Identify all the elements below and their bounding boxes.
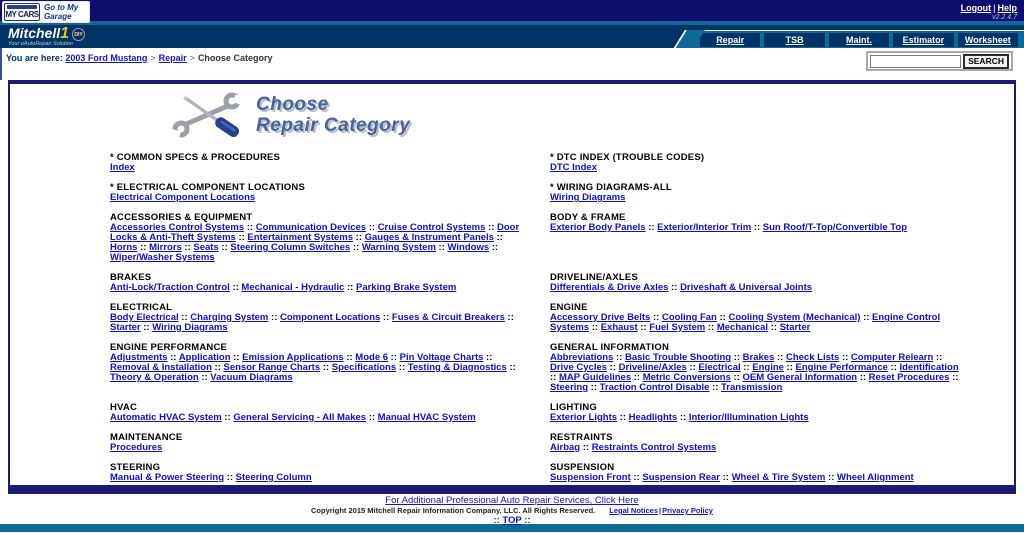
category-links: [110, 353, 524, 383]
category-section: [550, 462, 990, 483]
category-link[interactable]: Basic Trouble Shooting: [624, 352, 732, 363]
category-link[interactable]: Cooling System (Mechanical): [728, 312, 861, 323]
crossed-tools-icon: [172, 92, 244, 145]
link-separator: ::: [589, 322, 601, 333]
category-link[interactable]: Driveshaft & Universal Joints: [680, 282, 813, 293]
category-title: ACCESSORIES & EQUIPMENT: [110, 212, 253, 223]
link-separator: ::: [181, 242, 194, 253]
category-link[interactable]: Restraints Control Systems: [591, 442, 717, 453]
link-separator: ::: [268, 312, 280, 323]
breadcrumb: [6, 53, 272, 63]
link-separator: ::: [218, 242, 231, 253]
category-link[interactable]: Mode 6: [355, 352, 389, 363]
link-separator: ::: [353, 232, 365, 243]
category-section: [550, 152, 990, 173]
category-section: [110, 152, 550, 173]
category-title: * DTC INDEX (TROUBLE CODES): [550, 152, 705, 163]
link-separator: ::: [380, 312, 392, 323]
category-cell: [550, 302, 990, 342]
link-separator: ::: [320, 362, 332, 373]
diy-badge-icon: DIY: [72, 28, 85, 41]
top-bar: [0, 0, 1024, 21]
category-link[interactable]: Adjustments: [110, 352, 168, 363]
link-separator: ::: [244, 222, 256, 233]
link-separator: ::: [637, 322, 650, 333]
link-divider: |: [993, 3, 996, 13]
top-link-suffix: ::: [524, 515, 531, 526]
category-link[interactable]: Electrical Component Locations: [110, 192, 256, 203]
category-links: [110, 223, 524, 263]
additional-services-link[interactable]: For Additional Professional Auto Repair Services, Click Here: [385, 495, 639, 506]
copyright-text: Copyright 2015 Mitchell Repair Information Company, LLC. All Rights Reserved.: [311, 506, 596, 515]
category-title: BODY & FRAME: [550, 212, 626, 223]
category-cell: [550, 402, 990, 432]
link-separator: ::: [719, 472, 732, 483]
page-header: [172, 92, 1014, 144]
category-link[interactable]: Gauges & Instrument Panels: [364, 232, 494, 243]
category-link[interactable]: Specifications: [331, 362, 397, 373]
category-section: [110, 342, 550, 383]
category-title: * ELECTRICAL COMPONENT LOCATIONS: [110, 182, 305, 193]
link-separator: ::: [631, 372, 643, 383]
help-link[interactable]: Help: [997, 3, 1017, 13]
category-link[interactable]: Wheel & Tire System: [731, 472, 826, 483]
link-separator: ::: [768, 322, 780, 333]
category-cell: [110, 272, 550, 302]
link-separator: ::: [949, 372, 959, 383]
footer-link-divider: |: [659, 506, 662, 515]
category-links: [550, 193, 964, 203]
category-cell: [110, 182, 550, 212]
category-link[interactable]: Windows: [447, 242, 490, 253]
category-link[interactable]: Procedures: [110, 442, 163, 453]
category-link[interactable]: Pin Voltage Charts: [399, 352, 484, 363]
category-link[interactable]: Wheel Alignment: [837, 472, 914, 483]
link-separator: ::: [493, 232, 503, 243]
brand-tagline: Your eAutoRepair Solution: [8, 41, 73, 47]
link-separator: ::: [825, 472, 837, 483]
category-section: [110, 492, 550, 494]
tab-worksheet[interactable]: Worksheet: [958, 33, 1018, 47]
category-title: MAINTENANCE: [110, 432, 183, 443]
category-title: ENGINE PERFORMANCE: [110, 342, 228, 353]
category-links: [110, 163, 524, 173]
category-link[interactable]: Suspension Rear: [642, 472, 720, 483]
category-cell: [550, 432, 990, 462]
link-separator: ::: [839, 352, 851, 363]
tab-repair[interactable]: Repair: [700, 33, 760, 47]
my-cars-label: MY CARS: [5, 10, 39, 19]
footer: [0, 495, 1024, 526]
link-separator: ::: [730, 372, 743, 383]
category-link[interactable]: Parking Brake System: [355, 282, 457, 293]
breadcrumb-prefix: You are here:: [6, 53, 63, 63]
category-link[interactable]: Anti-Lock/Traction Control: [110, 282, 230, 293]
category-links: [550, 473, 964, 483]
category-cell: [110, 402, 550, 432]
category-link[interactable]: Emission Applications: [242, 352, 344, 363]
category-section: [110, 302, 550, 333]
category-link[interactable]: Electrical: [698, 362, 741, 373]
category-links: [110, 473, 524, 483]
category-section: [550, 182, 990, 203]
link-separator: ::: [343, 352, 356, 363]
category-links: [110, 413, 524, 423]
link-separator: ::: [588, 382, 600, 393]
link-separator: ::: [504, 312, 514, 323]
link-separator: ::: [887, 362, 900, 373]
link-separator: ::: [709, 382, 722, 393]
privacy-policy-link[interactable]: Privacy Policy: [662, 506, 713, 515]
link-separator: ::: [751, 222, 763, 233]
category-link[interactable]: Index: [110, 162, 135, 173]
category-link[interactable]: Communication Devices: [255, 222, 367, 233]
category-links: [110, 313, 524, 333]
link-separator: ::: [650, 312, 662, 323]
category-section: [110, 182, 550, 203]
link-separator: ::: [686, 362, 699, 373]
link-separator: ::: [350, 242, 362, 253]
category-cell: [110, 492, 550, 494]
category-link[interactable]: Computer Relearn: [850, 352, 934, 363]
category-table: [110, 152, 990, 494]
category-cell: [550, 182, 990, 212]
category-section: [550, 212, 990, 233]
category-title: LIGHTING: [550, 402, 597, 413]
link-separator: ::: [137, 242, 150, 253]
link-separator: ::: [178, 312, 191, 323]
category-link[interactable]: Manual HVAC System: [377, 412, 476, 423]
category-cell: [110, 432, 550, 462]
category-link[interactable]: Mirrors: [149, 242, 182, 253]
category-link[interactable]: Application: [178, 352, 231, 363]
my-cars-garage-button[interactable]: [2, 1, 90, 23]
category-title: BRAKES: [110, 272, 152, 283]
category-link[interactable]: Body Electrical: [110, 312, 179, 323]
category-link[interactable]: Headlights: [628, 412, 678, 423]
category-cell: [550, 212, 990, 272]
category-link[interactable]: Warning System: [361, 242, 436, 253]
category-link[interactable]: Steering Column Switches: [230, 242, 351, 253]
category-link[interactable]: Engine Control Systems: [550, 312, 941, 333]
category-title: DRIVELINE/AXLES: [550, 272, 638, 283]
category-link[interactable]: MAP Guidelines: [558, 372, 632, 383]
category-link[interactable]: Vacuum Diagrams: [210, 372, 293, 383]
category-link[interactable]: Reset Procedures: [868, 372, 950, 383]
link-separator: ::: [344, 282, 356, 293]
link-separator: ::: [388, 352, 400, 363]
tab-maint[interactable]: Maint.: [829, 33, 889, 47]
link-separator: ::: [366, 222, 378, 233]
category-table-body: [110, 152, 990, 494]
category-link[interactable]: Cooling Fan: [661, 312, 717, 323]
link-separator: ::: [485, 222, 497, 233]
category-link[interactable]: Identification: [899, 362, 959, 373]
category-link[interactable]: Starter: [779, 322, 811, 333]
link-separator: ::: [506, 362, 516, 373]
link-separator: ::: [489, 242, 499, 253]
category-links: [550, 283, 964, 293]
category-link[interactable]: Exterior Body Panels: [550, 222, 646, 233]
category-link[interactable]: Exhaust: [600, 322, 638, 333]
category-link[interactable]: General Servicing - All Makes: [233, 412, 367, 423]
category-links: [550, 353, 964, 393]
category-section: [110, 272, 550, 293]
category-cell: [110, 302, 550, 342]
category-link[interactable]: Wiring Diagrams: [152, 322, 228, 333]
link-separator: ::: [224, 472, 236, 483]
brand-name: Mitchell1 DIY: [8, 26, 85, 41]
category-section: [550, 342, 990, 393]
category-section: [110, 432, 550, 453]
category-title: STEERING: [110, 462, 161, 473]
link-separator: ::: [617, 412, 629, 423]
category-link[interactable]: Sun Roof/T-Top/Convertible Top: [762, 222, 908, 233]
category-cell: [110, 212, 550, 272]
category-link[interactable]: Entertainment Systems: [247, 232, 354, 243]
category-title: HVAC: [110, 402, 138, 413]
category-cell: [110, 462, 550, 492]
category-link[interactable]: Differentials & Drive Axles: [550, 282, 669, 293]
category-section: [110, 402, 550, 423]
category-link[interactable]: Check Lists: [785, 352, 840, 363]
link-separator: ::: [221, 412, 234, 423]
category-link[interactable]: Testing & Diagnostics: [407, 362, 507, 373]
link-separator: ::: [860, 312, 873, 323]
category-link[interactable]: Automatic HVAC System: [110, 412, 222, 423]
link-separator: ::: [783, 362, 796, 373]
category-link[interactable]: Fuel System: [649, 322, 706, 333]
category-section: [550, 272, 990, 293]
category-link[interactable]: Engine Performance: [795, 362, 888, 373]
category-title: SUSPENSION: [550, 462, 615, 473]
category-link[interactable]: Fuses & Circuit Breakers: [391, 312, 505, 323]
category-link[interactable]: Mechanical - Hydraulic: [241, 282, 345, 293]
breadcrumb-row: [0, 48, 1024, 80]
category-link[interactable]: Component Locations: [280, 312, 381, 323]
category-cell: [550, 152, 990, 182]
category-link[interactable]: Manual & Power Steering: [110, 472, 225, 483]
category-link[interactable]: Wiper/Washer Systems: [110, 252, 215, 263]
category-link[interactable]: Door Locks & Anti-Theft Systems: [110, 222, 520, 243]
category-link[interactable]: Starter: [110, 322, 141, 333]
category-link[interactable]: Accessories Control Systems: [110, 222, 245, 233]
category-link[interactable]: Mechanical: [716, 322, 769, 333]
category-link[interactable]: Accessory Drive Belts: [550, 312, 651, 323]
link-separator: ::: [235, 232, 248, 243]
breadcrumb-current: Choose Category: [197, 53, 273, 63]
legal-notices-link[interactable]: Legal Notices: [609, 506, 658, 515]
link-separator: ::: [857, 372, 869, 383]
category-links: [550, 443, 964, 453]
license-plate-icon: [4, 3, 40, 21]
category-link[interactable]: Cruise Control Systems: [377, 222, 486, 233]
category-link[interactable]: Wiring Diagrams: [550, 192, 626, 203]
link-separator: ::: [198, 372, 211, 383]
category-title: * WIRING DIAGRAMS-ALL: [550, 182, 672, 193]
go-to-my-garage-label: Go to My Garage: [44, 3, 79, 21]
link-separator: ::: [645, 222, 658, 233]
category-section: [550, 402, 990, 423]
link-separator: ::: [396, 362, 408, 373]
category-section: [550, 432, 990, 453]
link-separator: ::: [140, 322, 153, 333]
search-panel: [866, 51, 1013, 71]
version-label: v2.2.4.7: [992, 14, 1017, 21]
category-link[interactable]: Steering Column: [235, 472, 312, 483]
category-links: [550, 313, 964, 333]
link-separator: ::: [229, 282, 242, 293]
category-link[interactable]: OEM General Information: [742, 372, 858, 383]
category-link[interactable]: DTC Index: [550, 162, 597, 173]
category-title: RESTRAINTS: [550, 432, 613, 443]
back-to-top-link[interactable]: TOP: [502, 515, 522, 526]
tab-tsb[interactable]: TSB: [764, 33, 824, 47]
link-separator: ::: [435, 242, 448, 253]
tab-estimator[interactable]: Estimator: [893, 33, 953, 47]
category-link[interactable]: Suspension Front: [550, 472, 631, 483]
link-separator: ::: [716, 312, 729, 323]
category-links: [550, 223, 964, 233]
category-title: * COMMON SPECS & PROCEDURES: [110, 152, 281, 163]
search-button[interactable]: SEARCH: [963, 54, 1009, 69]
category-link[interactable]: Driveline/Axles: [618, 362, 687, 373]
category-title: ELECTRICAL: [110, 302, 173, 313]
category-link[interactable]: Removal & Installation: [110, 362, 212, 373]
link-separator: ::: [167, 352, 179, 363]
content-box: [8, 80, 1016, 494]
link-separator: ::: [668, 282, 681, 293]
category-title: ENGINE: [550, 302, 588, 313]
category-link[interactable]: Interior/Illumination Lights: [688, 412, 809, 423]
link-separator: ::: [607, 362, 619, 373]
link-separator: ::: [613, 352, 625, 363]
category-link[interactable]: Steering: [550, 382, 589, 393]
link-separator: ::: [731, 352, 743, 363]
category-cell: [550, 492, 990, 494]
mitchell1-logo[interactable]: [8, 26, 85, 47]
category-links: [110, 283, 524, 293]
category-title: [110, 492, 550, 494]
category-link[interactable]: Exterior Lights: [550, 412, 618, 423]
category-section: [110, 462, 550, 483]
category-links: [110, 443, 524, 453]
category-link[interactable]: Transmission: [721, 382, 783, 393]
category-title: GENERAL INFORMATION: [550, 342, 670, 353]
category-cell: [550, 342, 990, 402]
link-separator: ::: [705, 322, 717, 333]
link-separator: ::: [740, 362, 753, 373]
top-link-prefix: ::: [493, 515, 500, 526]
category-link[interactable]: Brakes: [742, 352, 775, 363]
category-link[interactable]: Abbreviations: [550, 352, 614, 363]
breadcrumb-separator: >: [189, 53, 195, 63]
tab-bar: [688, 31, 1024, 48]
tab-strip: [688, 30, 1024, 48]
page-title: Choose Repair Category: [256, 94, 411, 136]
category-link[interactable]: Theory & Operation: [110, 372, 199, 383]
link-separator: ::: [366, 412, 378, 423]
category-links: [110, 193, 524, 203]
link-separator: ::: [580, 442, 592, 453]
logout-link[interactable]: Logout: [960, 3, 992, 13]
category-links: [550, 413, 964, 423]
category-cell: [550, 272, 990, 302]
category-link[interactable]: Metric Conversions: [642, 372, 731, 383]
category-link[interactable]: Horns: [110, 242, 138, 253]
link-separator: ::: [230, 352, 243, 363]
category-link[interactable]: Sensor Range Charts: [223, 362, 321, 373]
category-link[interactable]: Airbag: [550, 442, 581, 453]
category-link[interactable]: Exterior/Interior Trim: [657, 222, 752, 233]
plate-header-decoration: [7, 5, 37, 9]
link-separator: ::: [933, 352, 943, 363]
category-cell: [550, 462, 990, 492]
breadcrumb-link-repair[interactable]: Repair: [158, 53, 187, 63]
category-link[interactable]: Drive Cycles: [550, 362, 608, 373]
category-link[interactable]: Engine: [752, 362, 784, 373]
category-link[interactable]: Seats: [193, 242, 219, 253]
link-separator: ::: [483, 352, 493, 363]
search-input[interactable]: [870, 55, 961, 68]
category-section: [110, 212, 550, 263]
category-section: [550, 302, 990, 333]
category-link[interactable]: Traction Control Disable: [599, 382, 710, 393]
breadcrumb-separator: >: [150, 53, 156, 63]
category-cell: [110, 152, 550, 182]
category-link[interactable]: Charging System: [190, 312, 269, 323]
link-separator: ::: [677, 412, 689, 423]
link-separator: ::: [211, 362, 224, 373]
link-separator: ::: [630, 472, 643, 483]
link-separator: ::: [550, 372, 559, 383]
breadcrumb-link-vehicle[interactable]: 2003 Ford Mustang: [65, 53, 148, 63]
category-links: [550, 163, 964, 173]
link-separator: ::: [774, 352, 786, 363]
brand-bar: [0, 25, 1024, 48]
category-cell: [110, 342, 550, 402]
